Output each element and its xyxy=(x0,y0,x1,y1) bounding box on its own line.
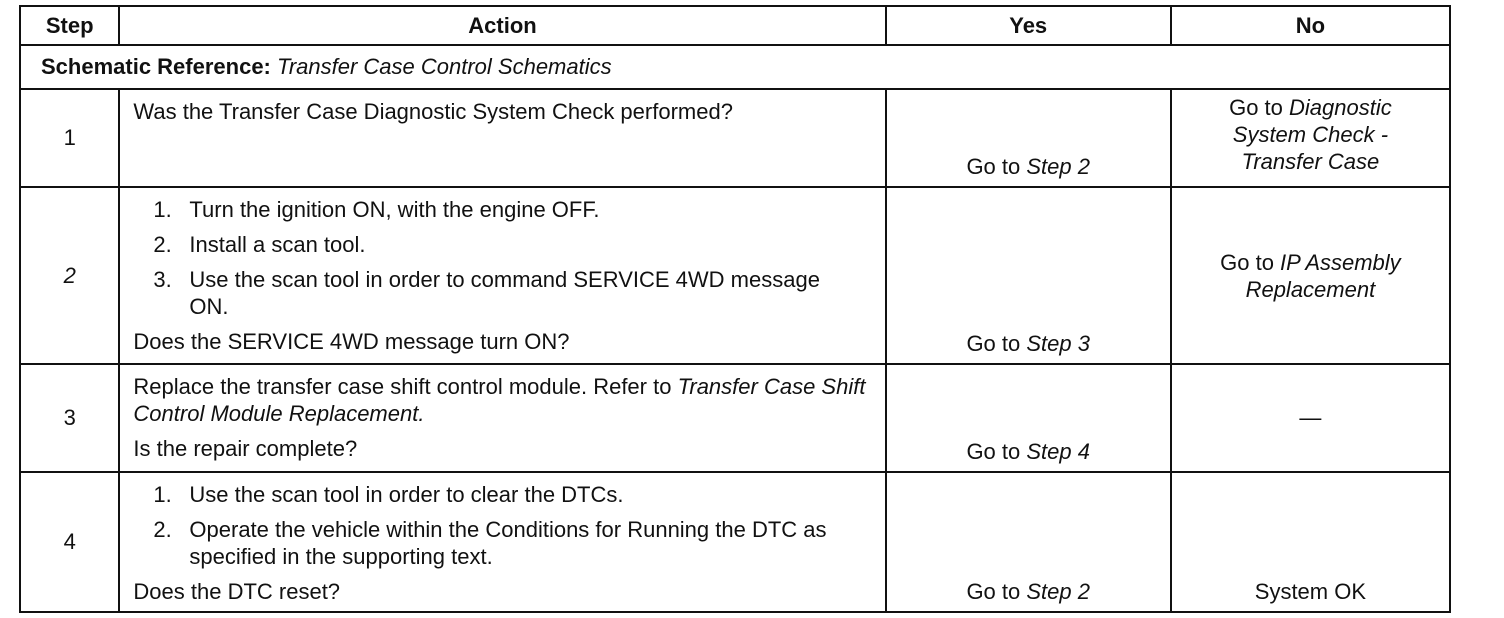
action-text xyxy=(133,373,872,427)
header-step: Step xyxy=(20,6,119,45)
header-yes: Yes xyxy=(886,6,1171,45)
action-link[interactable]: Transfer Case Shift Control Module Replacement. xyxy=(133,374,866,426)
header-row xyxy=(20,6,1450,45)
action-steps-list xyxy=(133,481,872,570)
no-cell xyxy=(1171,187,1450,364)
header-action: Action xyxy=(119,6,885,45)
step-number: 4 xyxy=(20,472,119,612)
list-item xyxy=(133,266,872,320)
action-question: Does the SERVICE 4WD message turn ON? xyxy=(133,329,570,354)
schematic-label: Schematic Reference: xyxy=(41,54,271,79)
yes-link[interactable]: Step 2 xyxy=(1026,154,1090,179)
no-link[interactable]: IP Assembly Replacement xyxy=(1245,249,1401,302)
list-text: Install a scan tool. xyxy=(189,232,366,257)
action-cell xyxy=(119,472,885,612)
no-cell: System OK xyxy=(1171,472,1450,612)
list-number: 2. xyxy=(153,517,172,542)
list-item xyxy=(133,196,872,223)
list-item xyxy=(133,481,872,508)
diagnostic-table xyxy=(19,5,1451,613)
action-steps-list xyxy=(133,196,872,320)
table-row xyxy=(20,472,1450,612)
schematic-row xyxy=(20,45,1450,89)
table-row xyxy=(20,187,1450,364)
yes-prefix: Go to xyxy=(966,579,1027,604)
yes-cell xyxy=(886,364,1171,472)
list-item xyxy=(133,516,872,570)
action-text: Was the Transfer Case Diagnostic System Check performed? xyxy=(133,99,733,124)
yes-cell xyxy=(886,187,1171,364)
step-number: 3 xyxy=(20,364,119,472)
schematic-reference xyxy=(20,45,1450,89)
action-question: Does the DTC reset? xyxy=(133,579,341,604)
yes-link[interactable]: Step 2 xyxy=(1026,579,1090,604)
header-no: No xyxy=(1171,6,1450,45)
yes-cell xyxy=(886,89,1171,187)
list-text: Use the scan tool in order to clear the DTCs. xyxy=(189,482,624,507)
yes-prefix: Go to xyxy=(966,331,1027,356)
table-row xyxy=(20,364,1450,472)
action-text-plain: Replace the transfer case shift control module. Refer to xyxy=(133,374,678,399)
yes-prefix: Go to xyxy=(966,154,1027,179)
list-number: 1. xyxy=(153,197,172,222)
no-link[interactable]: Diagnostic System Check - Transfer Case xyxy=(1232,95,1392,174)
yes-cell xyxy=(886,472,1171,612)
list-item xyxy=(133,231,872,258)
list-text: Use the scan tool in order to command SERVICE 4WD message ON. xyxy=(189,267,820,319)
step-number: 1 xyxy=(20,89,119,187)
action-cell xyxy=(119,364,885,472)
list-text: Turn the ignition ON, with the engine OFF. xyxy=(189,197,600,222)
yes-link[interactable]: Step 4 xyxy=(1026,439,1090,464)
yes-link[interactable]: Step 3 xyxy=(1026,331,1090,356)
list-number: 3. xyxy=(153,267,172,292)
no-prefix: Go to xyxy=(1229,95,1289,120)
step-number xyxy=(20,187,119,364)
step-number-text: 2 xyxy=(63,262,76,288)
no-cell xyxy=(1171,89,1450,187)
list-number: 1. xyxy=(153,482,172,507)
action-question: Is the repair complete? xyxy=(133,436,358,461)
list-number: 2. xyxy=(153,232,172,257)
no-cell: — xyxy=(1171,364,1450,472)
schematic-link[interactable]: Transfer Case Control Schematics xyxy=(277,54,612,79)
yes-prefix: Go to xyxy=(966,439,1027,464)
table-row xyxy=(20,89,1450,187)
no-prefix: Go to xyxy=(1220,249,1281,275)
action-cell xyxy=(119,89,885,187)
list-text: Operate the vehicle within the Conditions for Running the DTC as specified in the supporting text. xyxy=(189,517,827,569)
action-cell xyxy=(119,187,885,364)
